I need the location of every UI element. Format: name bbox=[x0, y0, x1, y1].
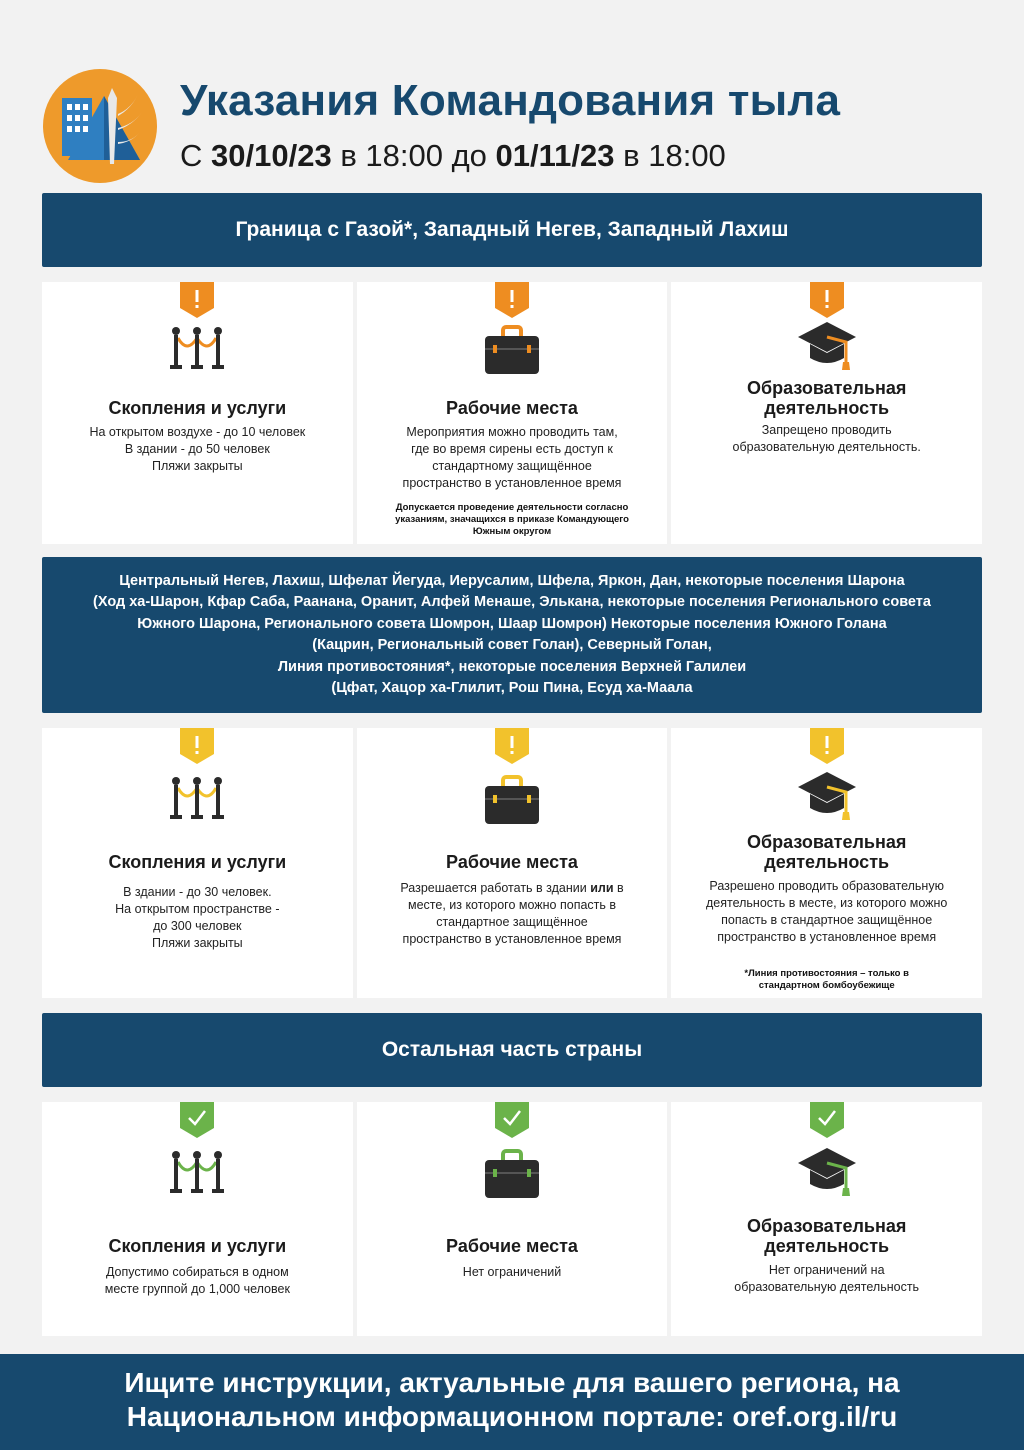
title-line: деятельность bbox=[764, 398, 890, 418]
zone1-cards bbox=[42, 282, 982, 544]
text-line: На открытом пространстве - bbox=[115, 902, 280, 916]
queue-barrier-icon bbox=[168, 324, 226, 376]
text-line: В здании - до 30 человек. bbox=[123, 885, 272, 899]
zone2-work-text bbox=[381, 880, 644, 948]
text-line: стандартное защищённое bbox=[436, 915, 588, 929]
title-line: деятельность bbox=[764, 1236, 890, 1256]
zone2-education-text bbox=[685, 878, 968, 946]
note-line: Допускается проведение деятельности согласно bbox=[395, 502, 629, 513]
zone1-work-title: Рабочие места bbox=[446, 398, 578, 418]
zone2-education-card bbox=[671, 728, 982, 998]
text-fragment: в bbox=[617, 881, 624, 895]
queue-barrier-icon bbox=[168, 774, 226, 826]
briefcase-icon bbox=[483, 774, 541, 826]
text-line: Пляжи закрыты bbox=[152, 936, 243, 950]
zone2-education-note bbox=[691, 968, 962, 992]
warning-icon bbox=[810, 282, 844, 318]
zone2-gatherings-text bbox=[66, 884, 329, 952]
title-line: Образовательная bbox=[746, 832, 907, 852]
zone3-education-card bbox=[671, 1102, 982, 1336]
text-line: месте группой до 1,000 человек bbox=[104, 1282, 290, 1296]
zone3-work-title: Рабочие места bbox=[446, 1236, 578, 1256]
region-line: (Кацрин, Региональный совет Голан), Северный Голан, bbox=[312, 637, 712, 653]
region-line: Линия противостояния*, некоторые поселения Верхней Галилеи bbox=[277, 658, 747, 675]
text-line: Нет ограничений на bbox=[768, 1263, 885, 1277]
note-line: *Линия противостояния – только в bbox=[744, 968, 909, 979]
start-date: 30/10/23 bbox=[211, 138, 332, 173]
title-line: деятельность bbox=[764, 852, 890, 872]
footer-line: Ищите инструкции, актуальные для вашего региона, на bbox=[124, 1367, 900, 1398]
graduation-cap-icon bbox=[796, 770, 858, 826]
footer bbox=[0, 1354, 1024, 1450]
text-line: пространство в установленное время bbox=[402, 476, 622, 490]
zone2-work-card bbox=[357, 728, 668, 998]
zone3-work-card bbox=[357, 1102, 668, 1336]
zone2-work-title: Рабочие места bbox=[446, 852, 578, 872]
text-line: На открытом воздухе - до 10 человек bbox=[89, 425, 306, 439]
text-line: Мероприятия можно проводить там, bbox=[406, 425, 618, 439]
text-line: пространство в установленное время bbox=[402, 932, 622, 946]
note-line: Южным округом bbox=[472, 526, 552, 537]
zone1-banner-title: Граница с Газой*, Западный Негев, Западный Лахиш bbox=[235, 218, 789, 241]
region-line: Центральный Негев, Лахиш, Шфелат Йегуда, Иерусалим, Шфела, Яркон, Дан, некоторые поселения Шарона bbox=[119, 572, 905, 589]
zone2-banner bbox=[42, 557, 982, 713]
check-icon bbox=[495, 1102, 529, 1138]
zone1-education-card bbox=[671, 282, 982, 544]
text-emphasis: или bbox=[590, 881, 614, 895]
start-time: в 18:00 до bbox=[340, 138, 487, 173]
text-line: попасть в стандартное защищённое bbox=[721, 913, 933, 927]
zone1-work-note bbox=[377, 502, 648, 538]
home-front-command-logo bbox=[42, 68, 158, 184]
zone1-work-text bbox=[381, 424, 644, 492]
zone2-banner-text bbox=[63, 571, 961, 700]
note-line: указаниям, значащихся в приказе Командующего bbox=[395, 514, 629, 525]
zone3-banner-title: Остальная часть страны bbox=[381, 1038, 643, 1061]
zone2-education-title bbox=[671, 832, 982, 872]
page-title: Указания Командования тыла bbox=[180, 76, 841, 125]
footer-portal-link[interactable]: Национальном информационном портале: oref.org.il/ru bbox=[126, 1401, 898, 1432]
check-icon bbox=[180, 1102, 214, 1138]
zone3-cards bbox=[42, 1102, 982, 1336]
text-line: до 300 человек bbox=[153, 919, 242, 933]
warning-icon bbox=[180, 728, 214, 764]
note-line: стандартном бомбоубежище bbox=[758, 980, 895, 991]
end-time: в 18:00 bbox=[623, 138, 726, 173]
zone3-gatherings-title: Скопления и услуги bbox=[108, 1236, 287, 1256]
text-line: Пляжи закрыты bbox=[152, 459, 243, 473]
zone3-gatherings-card bbox=[42, 1102, 353, 1336]
subtitle-from: С bbox=[180, 138, 203, 173]
zone1-education-text bbox=[695, 422, 958, 456]
zone2-gatherings-card bbox=[42, 728, 353, 998]
zone1-banner bbox=[42, 193, 982, 267]
graduation-cap-icon bbox=[796, 1146, 858, 1202]
briefcase-icon bbox=[483, 324, 541, 376]
text-line: образовательную деятельность bbox=[734, 1280, 920, 1294]
region-line: (Ход ха-Шарон, Кфар Саба, Раанана, Оранит, Алфей Менаше, Элькана, некоторые поселения Регионального совета bbox=[93, 594, 931, 610]
zone1-work-card bbox=[357, 282, 668, 544]
warning-icon bbox=[180, 282, 214, 318]
region-line: (Цфат, Хацор ха-Глилит, Рош Пина, Есуд ха-Маала bbox=[331, 680, 693, 696]
zone1-gatherings-text bbox=[66, 424, 329, 475]
region-line: Южного Шарона, Регионального совета Шомрон, Шаар Шомрон) Некоторые поселения Южного Голана bbox=[137, 615, 887, 632]
zone1-gatherings-title: Скопления и услуги bbox=[108, 398, 287, 418]
zone1-gatherings-card bbox=[42, 282, 353, 544]
text-line: где во время сирены есть доступ к bbox=[411, 442, 613, 456]
text-line: образовательную деятельность. bbox=[732, 440, 921, 454]
zone3-education-title bbox=[671, 1216, 982, 1256]
warning-icon bbox=[495, 282, 529, 318]
graduation-cap-icon bbox=[796, 320, 858, 376]
text-fragment: Разрешается работать в здании bbox=[400, 881, 587, 895]
text-line bbox=[381, 880, 644, 897]
zone3-work-text bbox=[381, 1264, 644, 1281]
text-line: В здании - до 50 человек bbox=[124, 442, 270, 456]
title-line: Образовательная bbox=[746, 1216, 907, 1236]
zone3-education-text bbox=[695, 1262, 958, 1296]
zone3-banner bbox=[42, 1013, 982, 1087]
end-date: 01/11/23 bbox=[495, 138, 615, 173]
briefcase-icon bbox=[483, 1148, 541, 1200]
text-line: стандартному защищённое bbox=[432, 459, 592, 473]
zone2-gatherings-title: Скопления и услуги bbox=[108, 852, 287, 872]
text-line: месте, из которого можно попасть в bbox=[407, 898, 617, 912]
zone2-cards bbox=[42, 728, 982, 998]
zone3-gatherings-text bbox=[66, 1264, 329, 1298]
text-line: Разрешено проводить образовательную bbox=[709, 879, 944, 893]
warning-icon bbox=[810, 728, 844, 764]
text-line: Нет ограничений bbox=[462, 1265, 562, 1279]
text-line: деятельность в месте, из которого можно bbox=[705, 896, 948, 910]
text-line: пространство в установленное время bbox=[717, 930, 937, 944]
queue-barrier-icon bbox=[168, 1148, 226, 1200]
warning-icon bbox=[495, 728, 529, 764]
header bbox=[42, 68, 992, 186]
zone1-education-title bbox=[671, 378, 982, 418]
text-line: Запрещено проводить bbox=[761, 423, 892, 437]
validity-period bbox=[180, 138, 726, 174]
text-line: Допустимо собираться в одном bbox=[105, 1265, 289, 1279]
title-line: Образовательная bbox=[746, 378, 907, 398]
check-icon bbox=[810, 1102, 844, 1138]
